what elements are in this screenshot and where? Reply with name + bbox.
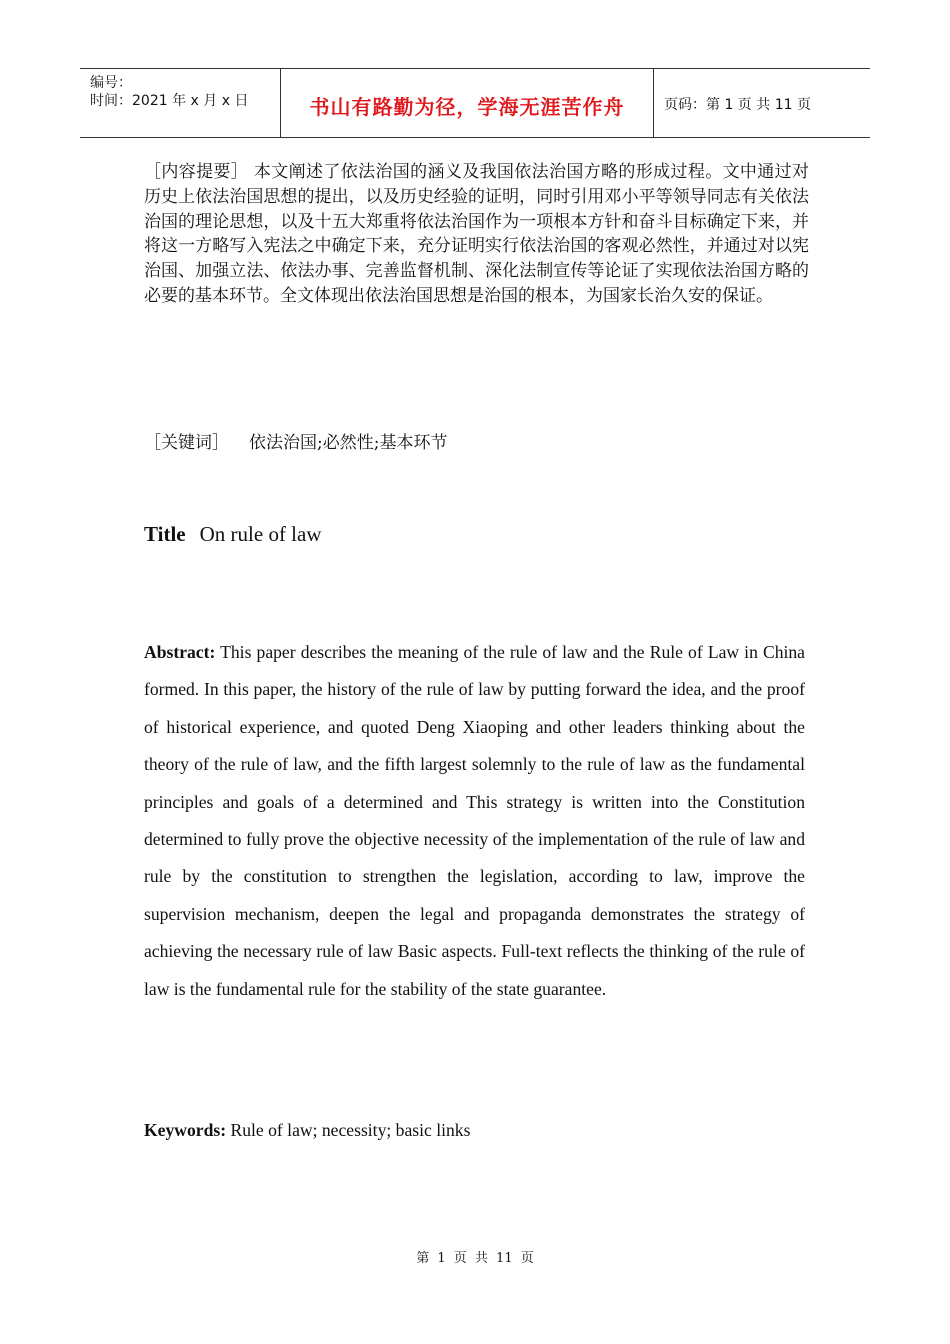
chinese-abstract-label: ［内容提要］: [144, 162, 249, 182]
date-line: 时间：2021 年 x 月 x 日: [90, 93, 249, 109]
chinese-abstract: [144, 160, 809, 309]
english-abstract-text: This paper describes the meaning of the rule of law and the Rule of Law in China formed. In this paper, the history of the rule of law by putting forward the idea, and the proof of historical experience, and quoted Deng Xiaoping and other leaders thinking about the theory of the rule of law, and the fifth largest solemnly to the rule of law as the fundamental principles and goals of a determined and This strategy is written into the Constitution determined to fully prove the objective necessity of the implementation of the rule of law and rule by the constitution to strengthen the legislation, according to law, improve the supervision mechanism, deepen the legal and propaganda demonstrates the strategy of achieving the necessary rule of law Basic aspects. Full-text reflects the thinking of the rule of law is the fundamental rule for the stability of the state guarantee.: [144, 642, 805, 999]
title-text: On rule of law: [199, 522, 322, 546]
header-page-info: 页码：第 1 页 共 11 页: [664, 97, 811, 113]
chinese-abstract-text: 本文阐述了依法治国的涵义及我国依法治国方略的形成过程。文中通过对历史上依法治国思想的提出，以及历史经验的证明，同时引用邓小平等领导同志有关依法治国的理论思想，以及十五大郑重将依法治国作为一项根本方针和奋斗目标确定下来，并将这一方略写入宪法之中确定下来，充分证明实行依法治国的客观必然性，并通过对以宪治国、加强立法、依法办事、完善监督机制、深化法制宣传等论证了实现依法治国方略的必要的基本环节。全文体现出依法治国思想是治国的根本，为国家长治久安的保证。: [144, 162, 810, 306]
english-keywords-text: Rule of law; necessity; basic links: [230, 1120, 471, 1140]
chinese-keywords-label: ［关键词］: [144, 433, 229, 453]
english-keywords-label: Keywords:: [144, 1120, 227, 1140]
chinese-keywords: [144, 428, 447, 453]
page-footer: 第 1 页 共 11 页: [416, 1251, 534, 1266]
chinese-keywords-text: 依法治国;必然性;基本环节: [249, 433, 448, 453]
english-abstract-label: Abstract:: [144, 642, 216, 662]
english-keywords: [144, 1120, 470, 1141]
page-header: [80, 68, 870, 138]
motto-text: 书山有路勤为径，学海无涯苦作舟: [309, 95, 625, 119]
serial-number-label: 编号：: [90, 75, 132, 91]
title-label: Title: [144, 522, 186, 546]
header-meta-cell: [80, 69, 281, 137]
header-page-cell: [654, 69, 870, 137]
english-title: [144, 522, 322, 547]
header-motto-cell: [281, 69, 654, 137]
english-abstract: [144, 634, 805, 1008]
